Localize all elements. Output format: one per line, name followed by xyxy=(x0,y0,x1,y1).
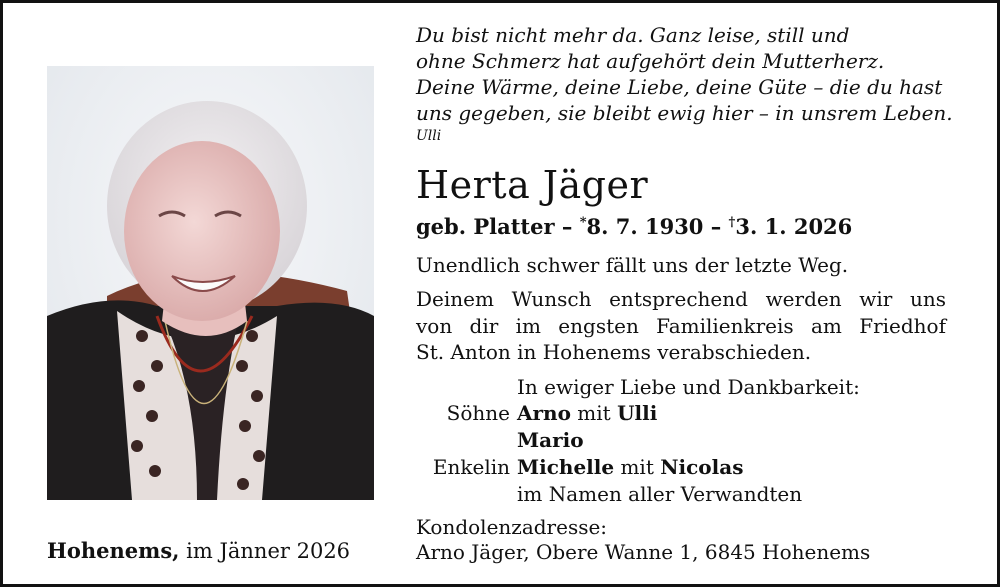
maiden-name: geb. Platter xyxy=(416,214,555,239)
with-word: mit xyxy=(577,401,611,425)
son-name: Arno xyxy=(517,401,571,425)
poem-line: uns gegeben, sie bleibt ewig hier – in unsrem Leben. xyxy=(416,101,953,125)
poem-author: Ulli xyxy=(416,128,442,144)
partner-name: Nicolas xyxy=(660,455,744,479)
place-date: im Jänner 2026 xyxy=(186,539,351,563)
grandchild-name: Michelle xyxy=(517,455,615,479)
son-name: Mario xyxy=(517,428,584,452)
birth-date: 8. 7. 1930 xyxy=(586,214,704,239)
birth-symbol: * xyxy=(579,215,587,230)
poem-line: Deine Wärme, deine Liebe, deine Güte – die du hast xyxy=(416,75,943,99)
grandchild-line xyxy=(517,455,743,479)
relatives-line: im Namen aller Verwandten xyxy=(517,482,803,506)
poem-line: Du bist nicht mehr da. Ganz leise, still und xyxy=(416,23,850,47)
life-dates xyxy=(416,214,852,239)
deceased-name: Herta Jäger xyxy=(416,163,649,207)
place-town: Hohenems, xyxy=(47,538,180,563)
sons-line xyxy=(517,401,657,425)
son2-line xyxy=(517,428,584,452)
dates-separator: – xyxy=(710,214,722,239)
paragraph-line: von dir im engsten Familienkreis am Friedhof xyxy=(416,313,946,338)
dates-separator: – xyxy=(561,214,573,239)
death-symbol: † xyxy=(728,215,736,230)
memorial-poem xyxy=(416,22,976,146)
place-and-date xyxy=(47,538,350,563)
with-word: mit xyxy=(620,455,654,479)
poem-line: ohne Schmerz hat aufgehört dein Mutterherz. xyxy=(416,49,885,73)
sons-label: Söhne xyxy=(446,401,510,425)
condolence-address-label: Kondolenzadresse: xyxy=(416,515,608,539)
partner-name: Ulli xyxy=(617,401,658,425)
death-date: 3. 1. 2026 xyxy=(735,214,853,239)
intro-line: Unendlich schwer fällt uns der letzte Weg. xyxy=(416,253,849,277)
farewell-paragraph xyxy=(416,286,946,366)
grandchild-label: Enkelin xyxy=(432,455,510,479)
portrait-illustration xyxy=(47,66,374,500)
condolence-address: Arno Jäger, Obere Wanne 1, 6845 Hohenems xyxy=(416,540,871,564)
portrait-photo xyxy=(47,66,374,500)
paragraph-line: St. Anton in Hohenems verabschieden. xyxy=(416,340,812,364)
thanks-line: In ewiger Liebe und Dankbarkeit: xyxy=(517,375,860,399)
paragraph-line: Deinem Wunsch entsprechend werden wir uns xyxy=(416,287,946,311)
